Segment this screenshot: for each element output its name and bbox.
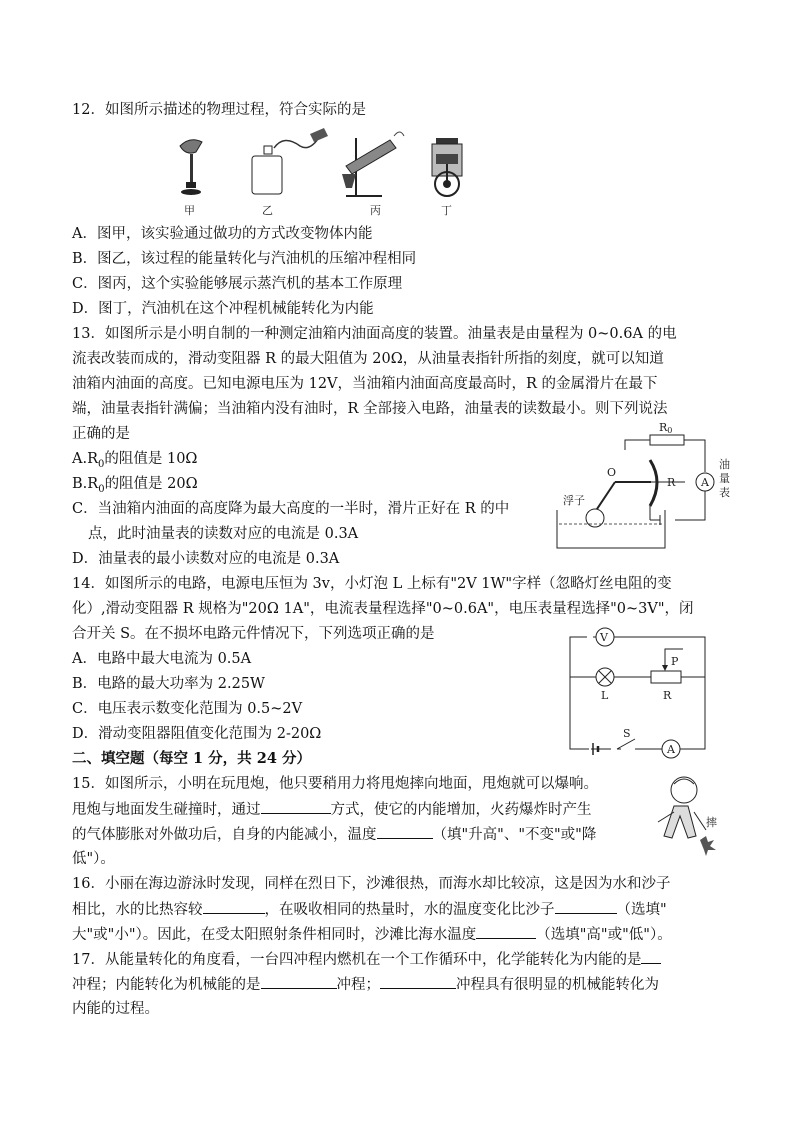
- q12-stem: 12．如图所示描述的物理过程，符合实际的是: [72, 102, 366, 118]
- svg-text:P: P: [671, 655, 679, 668]
- figure-yi-bottle-icon: [252, 128, 328, 194]
- q15-line-1: 15．如图所示，小明在玩甩炮，他只要稍用力将甩炮摔向地面，甩炮就可以爆响。: [72, 776, 598, 792]
- svg-text:R: R: [663, 689, 672, 702]
- q13-line-3: 油箱内油面的高度。已知电源电压为 12V，当油箱内油面高度最高时，R 的金属滑片在最下: [72, 376, 658, 392]
- q14-option-c: C．电压表示数变化范围为 0.5~2V: [72, 701, 303, 717]
- svg-text:摔: 摔: [706, 816, 717, 829]
- arc-resistor: [650, 460, 657, 506]
- q13-line-2: 流表改装而成的，滑动变阻器 R 的最大阻值为 20Ω，从油量表指针所指的刻度，就可以知道: [72, 351, 664, 367]
- q14-option-d: D．滑动变阻器阻值变化范围为 2-20Ω: [72, 726, 322, 742]
- q17-line-2: 冲程；内能转化为机械能的是 冲程； 冲程具有很明显的机械能转化为: [72, 974, 659, 995]
- q17-blank-2[interactable]: [261, 974, 337, 989]
- q15-line-4: 低"）。: [72, 851, 115, 867]
- q13-line-1: 13．如图所示是小明自制的一种测定油箱内油面高度的装置。油量表是由量程为 0~0.6A 的电: [72, 326, 677, 342]
- q13-option-c-1: C．当油箱内油面的高度降为最大高度的一半时，滑片正好在 R 的中: [72, 501, 510, 517]
- q16-blank-2[interactable]: [555, 899, 617, 914]
- q15-blank-2[interactable]: [377, 824, 433, 839]
- figure-label-ding: 丁: [441, 204, 452, 217]
- q15-blank-1[interactable]: [261, 799, 331, 814]
- svg-text:浮子: 浮子: [563, 494, 585, 507]
- figure-label-yi: 乙: [262, 204, 273, 217]
- figure-label-jia: 甲: [184, 204, 195, 217]
- q13-option-d: D．油量表的最小读数对应的电流是 0.3A: [72, 551, 340, 567]
- q14-line-3: 合开关 S。在不损坏电路元件情况下，下列选项正确的是: [72, 626, 435, 642]
- svg-text:S: S: [623, 727, 631, 740]
- q14-circuit-diagram: [565, 625, 715, 761]
- q17-blank-3[interactable]: [380, 974, 456, 989]
- q17-blank-1[interactable]: [641, 949, 661, 964]
- svg-text:R0: R0: [659, 421, 673, 435]
- q15-line-3: 的气体膨胀对外做功后，自身的内能减小，温度 （填"升高"、"不变"或"降: [72, 824, 596, 845]
- svg-text:量: 量: [719, 472, 730, 485]
- q13-option-b: $B.R_0$的阻值是 20Ω: [72, 476, 198, 495]
- q12-option-d: D．图丁，汽油机在这个冲程机械能转化为内能: [72, 301, 374, 317]
- svg-text:R: R: [667, 476, 676, 489]
- svg-text:O: O: [607, 466, 617, 479]
- q15-line-2: 甩炮与地面发生碰撞时，通过 方式，使它的内能增加，火药爆炸时产生: [72, 799, 592, 820]
- q14-line-1: 14．如图所示的电路，电源电压恒为 3v，小灯泡 L 上标有"2V 1W"字样（忽略灯丝电阻的变: [72, 576, 672, 592]
- q15-boy-figure-icon: [650, 770, 722, 862]
- q16-line-2: 相比，水的比热容较 ，在吸收相同的热量时，水的温度变化比沙子 （选填": [72, 899, 667, 920]
- q17-line-1: 17．从能量转化的角度看，一台四冲程内燃机在一个工作循环中，化学能转化为内能的是: [72, 949, 661, 970]
- q14-option-a: A．电路中最大电流为 0.5A: [72, 651, 252, 667]
- svg-text:V: V: [600, 631, 608, 644]
- q12-figures: [170, 126, 480, 218]
- q16-blank-1[interactable]: [203, 899, 265, 914]
- svg-text:A: A: [701, 476, 709, 489]
- svg-text:L: L: [601, 689, 609, 702]
- q16-blank-3[interactable]: [476, 924, 536, 939]
- q17-line-3: 内能的过程。: [72, 1001, 159, 1017]
- q13-line-4: 端，油量表指针满偏；当油箱内没有油时，R 全部接入电路，油量表的读数最小。则下列说法: [72, 401, 668, 417]
- figure-jia-syringe-icon: [180, 140, 202, 195]
- figure-ding-engine-icon: [432, 138, 462, 196]
- q13-oil-gauge-diagram: [555, 420, 745, 552]
- rheostat: [651, 671, 681, 683]
- q12-option-a: A．图甲，该实验通过做功的方式改变物体内能: [72, 226, 373, 242]
- svg-text:A: A: [667, 743, 675, 756]
- figure-label-bing: 丙: [370, 204, 381, 217]
- q13-line-5: 正确的是: [72, 426, 130, 442]
- q12-option-c: C．图丙，这个实验能够展示蒸汽机的基本工作原理: [72, 276, 403, 292]
- svg-text:油: 油: [719, 458, 730, 471]
- q13-option-c-2: 点，此时油量表的读数对应的电流是 0.3A: [88, 526, 359, 542]
- q14-line-2: 化）,滑动变阻器 R 规格为"20Ω 1A"，电流表量程选择"0~0.6A"，电压表量程选择"0~3V"，闭: [72, 601, 694, 617]
- q13-option-a: $A.R_0$的阻值是 10Ω: [72, 451, 198, 470]
- q16-line-1: 16．小丽在海边游泳时发现，同样在烈日下，沙滩很热，而海水却比较凉，这是因为水和沙子: [72, 876, 671, 892]
- q14-option-b: B．电路的最大功率为 2.25W: [72, 676, 265, 692]
- svg-text:表: 表: [719, 486, 730, 499]
- figure-bing-steam-icon: [342, 132, 404, 196]
- section-title: 二、填空题（每空 1 分，共 24 分）: [72, 750, 311, 767]
- q12-option-b: B．图乙，该过程的能量转化与汽油机的压缩冲程相同: [72, 251, 417, 267]
- q16-line-3: 大"或"小"）。因此，在受太阳照射条件相同时，沙滩比海水温度 （选填"高"或"低"）。: [72, 924, 672, 945]
